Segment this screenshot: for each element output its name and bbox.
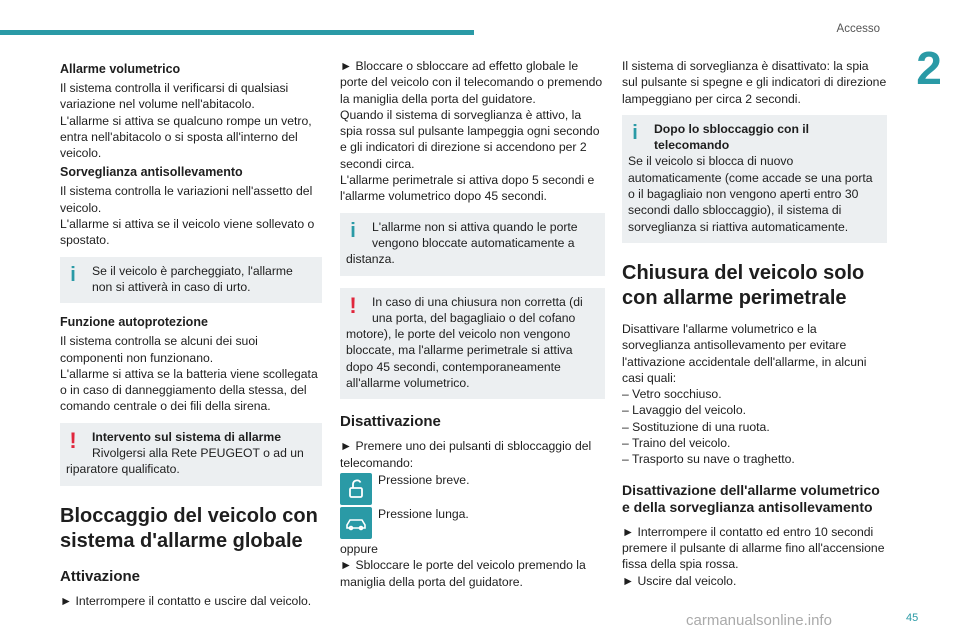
list-item: – Vetro socchiuso. (622, 387, 722, 402)
column-3 (622, 58, 887, 593)
paragraph: L'allarme si attiva se il veicolo viene sollevato o spostato. (60, 217, 315, 248)
info-text: Se il veicolo si blocca di nuovo automaticamente (come accade se una porta o il bagagliaio non vengono aperti entro 30 secondi dallo sbloccaggio), il sistema di sorveglianza si riattiva automaticamente. (628, 154, 873, 234)
heading-global-alarm-locking: Bloccaggio del veicolo con sistema d'allarme globale (60, 504, 318, 552)
paragraph-oppure: oppure (340, 541, 378, 556)
paragraph: L'allarme si attiva se la batteria viene scollegata o in caso di danneggiamento della stessa, del comando centrale o dei fili della sirena. (60, 366, 318, 414)
paragraph: ► Sbloccare le porte del veicolo premendo la maniglia della porta del guidatore. (340, 558, 586, 589)
paragraph: L'allarme si attiva se qualcuno rompe un vetro, entra nell'abitacolo o si sposta all'interno del veicolo. (60, 113, 312, 161)
list-item: – Sostituzione di una ruota. (622, 419, 770, 434)
heading-antilift: Sorveglianza antisollevamento (60, 165, 243, 180)
paragraph: L'allarme perimetrale si attiva dopo 5 secondi e l'allarme volumetrico dopo 45 secondi. (340, 173, 595, 204)
long-press-row (340, 507, 605, 541)
section-title: Accesso (836, 23, 880, 35)
warning-title: Intervento sul sistema di allarme (92, 429, 281, 444)
paragraph: ► Premere uno dei pulsanti di sbloccaggio del telecomando: (340, 439, 592, 470)
watermark: carmanualsonline.info (686, 612, 832, 629)
warning-text: riparatore qualificato. (66, 462, 180, 477)
info-box-after-unlock (622, 115, 887, 243)
warning-box-incorrect-closing (340, 288, 605, 400)
warning-icon: ! (69, 427, 77, 453)
car-unlock-icon (340, 507, 372, 539)
info-icon: i (632, 121, 638, 144)
long-press-label: Pressione lunga. (378, 506, 469, 521)
info-icon: i (350, 219, 356, 242)
heading-self-protection: Funzione autoprotezione (60, 315, 208, 330)
paragraph: Il sistema controlla le variazioni nell'assetto del veicolo. (60, 184, 313, 215)
header-accent-bar (0, 30, 474, 35)
paragraph: Il sistema controlla il verificarsi di qualsiasi variazione nel volume nell'abitacolo. (60, 81, 289, 112)
warning-text: Rivolgersi alla Rete PEUGEOT o ad un (92, 446, 304, 461)
heading-activation: Attivazione (60, 567, 141, 585)
page-number: 45 (906, 612, 919, 624)
info-text: vengono bloccate automaticamente a (372, 235, 575, 250)
list-item: – Trasporto su nave o traghetto. (622, 452, 795, 467)
warning-text: motore), le porte del veicolo non vengono bloccate, ma l'allarme perimetrale si attiva dopo 45 secondi, contemporaneamente all'allarme volumetrico. (346, 327, 573, 391)
warning-icon: ! (349, 292, 357, 318)
chapter-number: 2 (898, 40, 960, 96)
paragraph: ► Uscire dal veicolo. (622, 573, 737, 588)
paragraph: Il sistema controlla se alcuni dei suoi componenti non funzionano. (60, 334, 258, 365)
heading-deactivation: Disattivazione (340, 413, 441, 431)
unlock-icon (340, 473, 372, 505)
info-box-parking (60, 257, 322, 304)
paragraph: Quando il sistema di sorveglianza è attivo, la spia rossa sul pulsante lampeggia ogni secondo e gli indicatori di direzione si accendono per 2 secondi circa. (340, 107, 600, 171)
heading-perimeter-alarm: Chiusura del veicolo solo con allarme perimetrale (622, 261, 865, 309)
info-text: L'allarme non si attiva quando le porte (372, 219, 578, 234)
column-1 (60, 58, 322, 613)
info-box-auto-lock (340, 213, 605, 276)
short-press-label: Pressione breve. (378, 472, 470, 487)
info-title: telecomando (654, 138, 730, 153)
warning-text: In caso di una chiusura non corretta (di (372, 294, 583, 309)
column-2 (340, 58, 605, 594)
case-list (622, 386, 887, 467)
heading-deactivation-volumetric: Disattivazione dell'allarme volumetrico e della sorveglianza antisollevamento (622, 481, 880, 515)
paragraph: ► Bloccare o sbloccare ad effetto globale le porte del veicolo con il telecomando o premendo la maniglia della porta del guidatore. (340, 59, 603, 106)
paragraph: ► Interrompere il contatto ed entro 10 secondi premere il pulsante di allarme fino all'accensione fissa della spia rossa. (622, 524, 885, 572)
warning-box-intervention (60, 423, 322, 486)
paragraph: ► Interrompere il contatto e uscire dal veicolo. (60, 593, 312, 608)
heading-volumetric-alarm: Allarme volumetrico (60, 62, 181, 76)
info-text: distanza. (346, 252, 395, 267)
list-item: – Lavaggio del veicolo. (622, 403, 746, 418)
warning-text: una porta, del bagagliaio o del cofano (372, 310, 576, 325)
info-text: Se il veicolo è parcheggiato, l'allarme non si attiverà in caso di urto. (92, 263, 293, 294)
short-press-row (340, 473, 605, 507)
list-item: – Traino del veicolo. (622, 436, 731, 451)
info-icon: i (70, 263, 76, 286)
paragraph: Disattivare l'allarme volumetrico e la sorveglianza antisollevamento per evitare l'attivazione accidentale dell'allarme, in alcuni casi quali: (622, 321, 867, 385)
info-title: Dopo lo sbloccaggio con il (654, 121, 810, 136)
paragraph: Il sistema di sorveglianza è disattivato: la spia sul pulsante si spegne e gli indicatori di direzione lampeggiano per circa 2 secondi. (622, 59, 887, 106)
